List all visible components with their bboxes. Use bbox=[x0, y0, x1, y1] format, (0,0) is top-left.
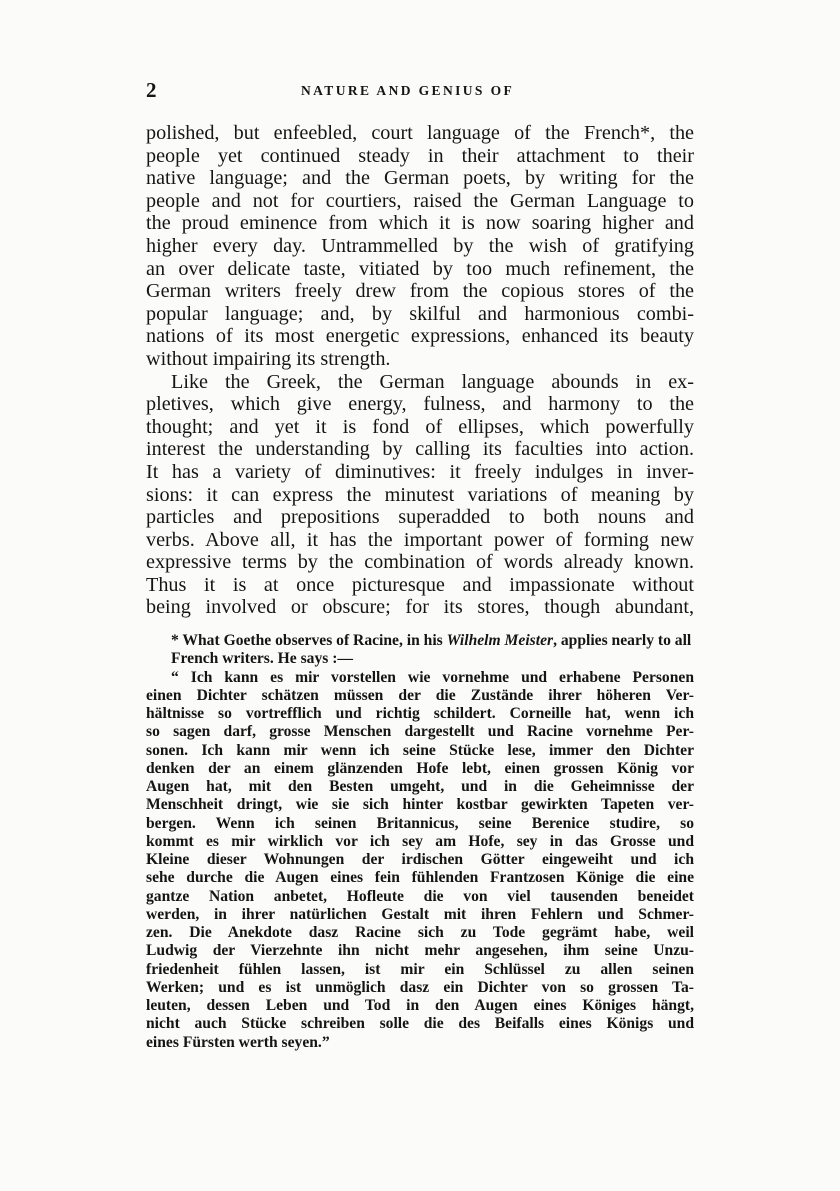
quote-line: bergen. Wenn ich seinen Britannicus, seine Berenice studire, so bbox=[146, 814, 694, 832]
quote-line: einen Dichter schätzen müssen der die Zustände ihrer höheren Ver- bbox=[146, 686, 694, 704]
paragraph-1 bbox=[146, 122, 694, 371]
quote-line: hältnisse so vortrefflich und richtig schildert. Corneille hat, wenn ich bbox=[146, 705, 694, 722]
quote-line: werden, in ihrer natürlichen Gestalt mit ihren Fehlern und Schmer- bbox=[146, 905, 694, 923]
quote-line: sehe durche die Augen eines fein fühlenden Frantzosen Könige die eine bbox=[146, 869, 694, 887]
text-line: Like the Greek, the German language abounds in ex- bbox=[171, 370, 694, 393]
text-line: the proud eminence from which it is now soaring higher and bbox=[146, 212, 694, 235]
text-line: German writers freely drew from the copious stores of the bbox=[146, 280, 694, 303]
text-line: verbs. Above all, it has the important power of forming new bbox=[146, 528, 694, 551]
page-number: 2 bbox=[146, 78, 157, 102]
text-line: without impairing its strength. bbox=[146, 347, 391, 370]
running-head: NATURE AND GENIUS OF bbox=[301, 83, 515, 98]
text-line: pletives, which give energy, fulness, and harmony to the bbox=[146, 393, 694, 416]
page-header bbox=[146, 78, 694, 102]
quote-line: Ludwig der Vierzehnte ihn nicht mehr angesehen, ihm seine Unzu- bbox=[146, 942, 694, 960]
footnote-quote bbox=[146, 669, 694, 1052]
text-line: expressive terms by the combination of words already known. bbox=[146, 551, 694, 574]
quote-line: leuten, dessen Leben und Tod in den Augen eines Königes hängt, bbox=[146, 997, 694, 1014]
text-line: being involved or obscure; for its stores, though abundant, bbox=[146, 596, 694, 619]
text-line: an over delicate taste, vitiated by too much refinement, the bbox=[146, 257, 694, 280]
quote-line: Augen hat, mit den Besten umgeht, und in die Geheimnisse der bbox=[146, 778, 694, 795]
text-line: sions: it can express the minutest variations of meaning by bbox=[146, 483, 694, 506]
quote-line: Menschheit dringt, wie sie sich hinter kostbar gewirkten Tapeten ver- bbox=[146, 796, 694, 814]
footnote bbox=[146, 632, 694, 1052]
footnote-intro-before: * What Goethe observes of Racine, in his bbox=[171, 632, 447, 649]
footnote-intro bbox=[146, 632, 694, 669]
quote-line: zen. Die Anekdote dasz Racine sich zu Tode gegrämt habe, weil bbox=[146, 924, 694, 941]
text-line: particles and prepositions superadded to both nouns and bbox=[146, 506, 694, 529]
quote-line: sonen. Ich kann mir wenn ich seine Stücke lese, immer den Dichter bbox=[146, 741, 694, 759]
quote-line: so sagen darf, grosse Menschen dargestellt und Racine vornehme Per- bbox=[146, 723, 694, 741]
footnote-intro-after: , applies nearly to all French writers. He says :— bbox=[171, 632, 692, 668]
quote-line: Kleine dieser Wohnungen der irdischen Götter eingeweiht und ich bbox=[146, 851, 694, 868]
quote-line: friedenheit fühlen lassen, ist mir ein Schlüssel zu allen seinen bbox=[146, 960, 694, 978]
text-line: nations of its most energetic expressions, enhanced its beauty bbox=[146, 325, 694, 348]
quote-line: denken der an einem glänzenden Hofe lebt, einen grossen König vor bbox=[146, 759, 694, 777]
text-line: native language; and the German poets, by writing for the bbox=[146, 167, 694, 190]
quote-line: gantze Nation anbetet, Hofleute die von viel tausenden beneidet bbox=[146, 887, 694, 905]
text-line: It has a variety of diminutives: it freely indulges in inver- bbox=[146, 460, 694, 483]
quote-line: “ Ich kann es mir vorstellen wie vornehme und erhabene Personen bbox=[171, 668, 694, 686]
quote-line: Werken; und es ist unmöglich dasz ein Dichter von so grossen Ta- bbox=[146, 978, 694, 996]
text-line: polished, but enfeebled, court language of the French*, the bbox=[146, 122, 694, 144]
text-line: Thus it is at once picturesque and impassionate without bbox=[146, 573, 694, 596]
text-line: people and not for courtiers, raised the German Language to bbox=[146, 189, 694, 212]
text-line: higher every day. Untrammelled by the wish of gratifying bbox=[146, 234, 694, 257]
footnote-work-title: Wilhelm Meister bbox=[446, 632, 554, 649]
quote-line: nicht auch Stücke schreiben solle die des Beifalls eines Königs und bbox=[146, 1015, 694, 1033]
main-text bbox=[146, 122, 694, 619]
quote-line: eines Fürsten werth seyen.” bbox=[146, 1033, 330, 1051]
quote-line: kommt es mir wirklich vor ich sey am Hofe, sey in das Grosse und bbox=[146, 832, 694, 850]
paragraph-2 bbox=[146, 371, 694, 620]
text-line: thought; and yet it is fond of ellipses, which powerfully bbox=[146, 415, 694, 438]
text-line: interest the understanding by calling its faculties into action. bbox=[146, 438, 694, 461]
text-line: popular language; and, by skilful and harmonious combi- bbox=[146, 302, 694, 325]
text-line: people yet continued steady in their attachment to their bbox=[146, 144, 694, 167]
